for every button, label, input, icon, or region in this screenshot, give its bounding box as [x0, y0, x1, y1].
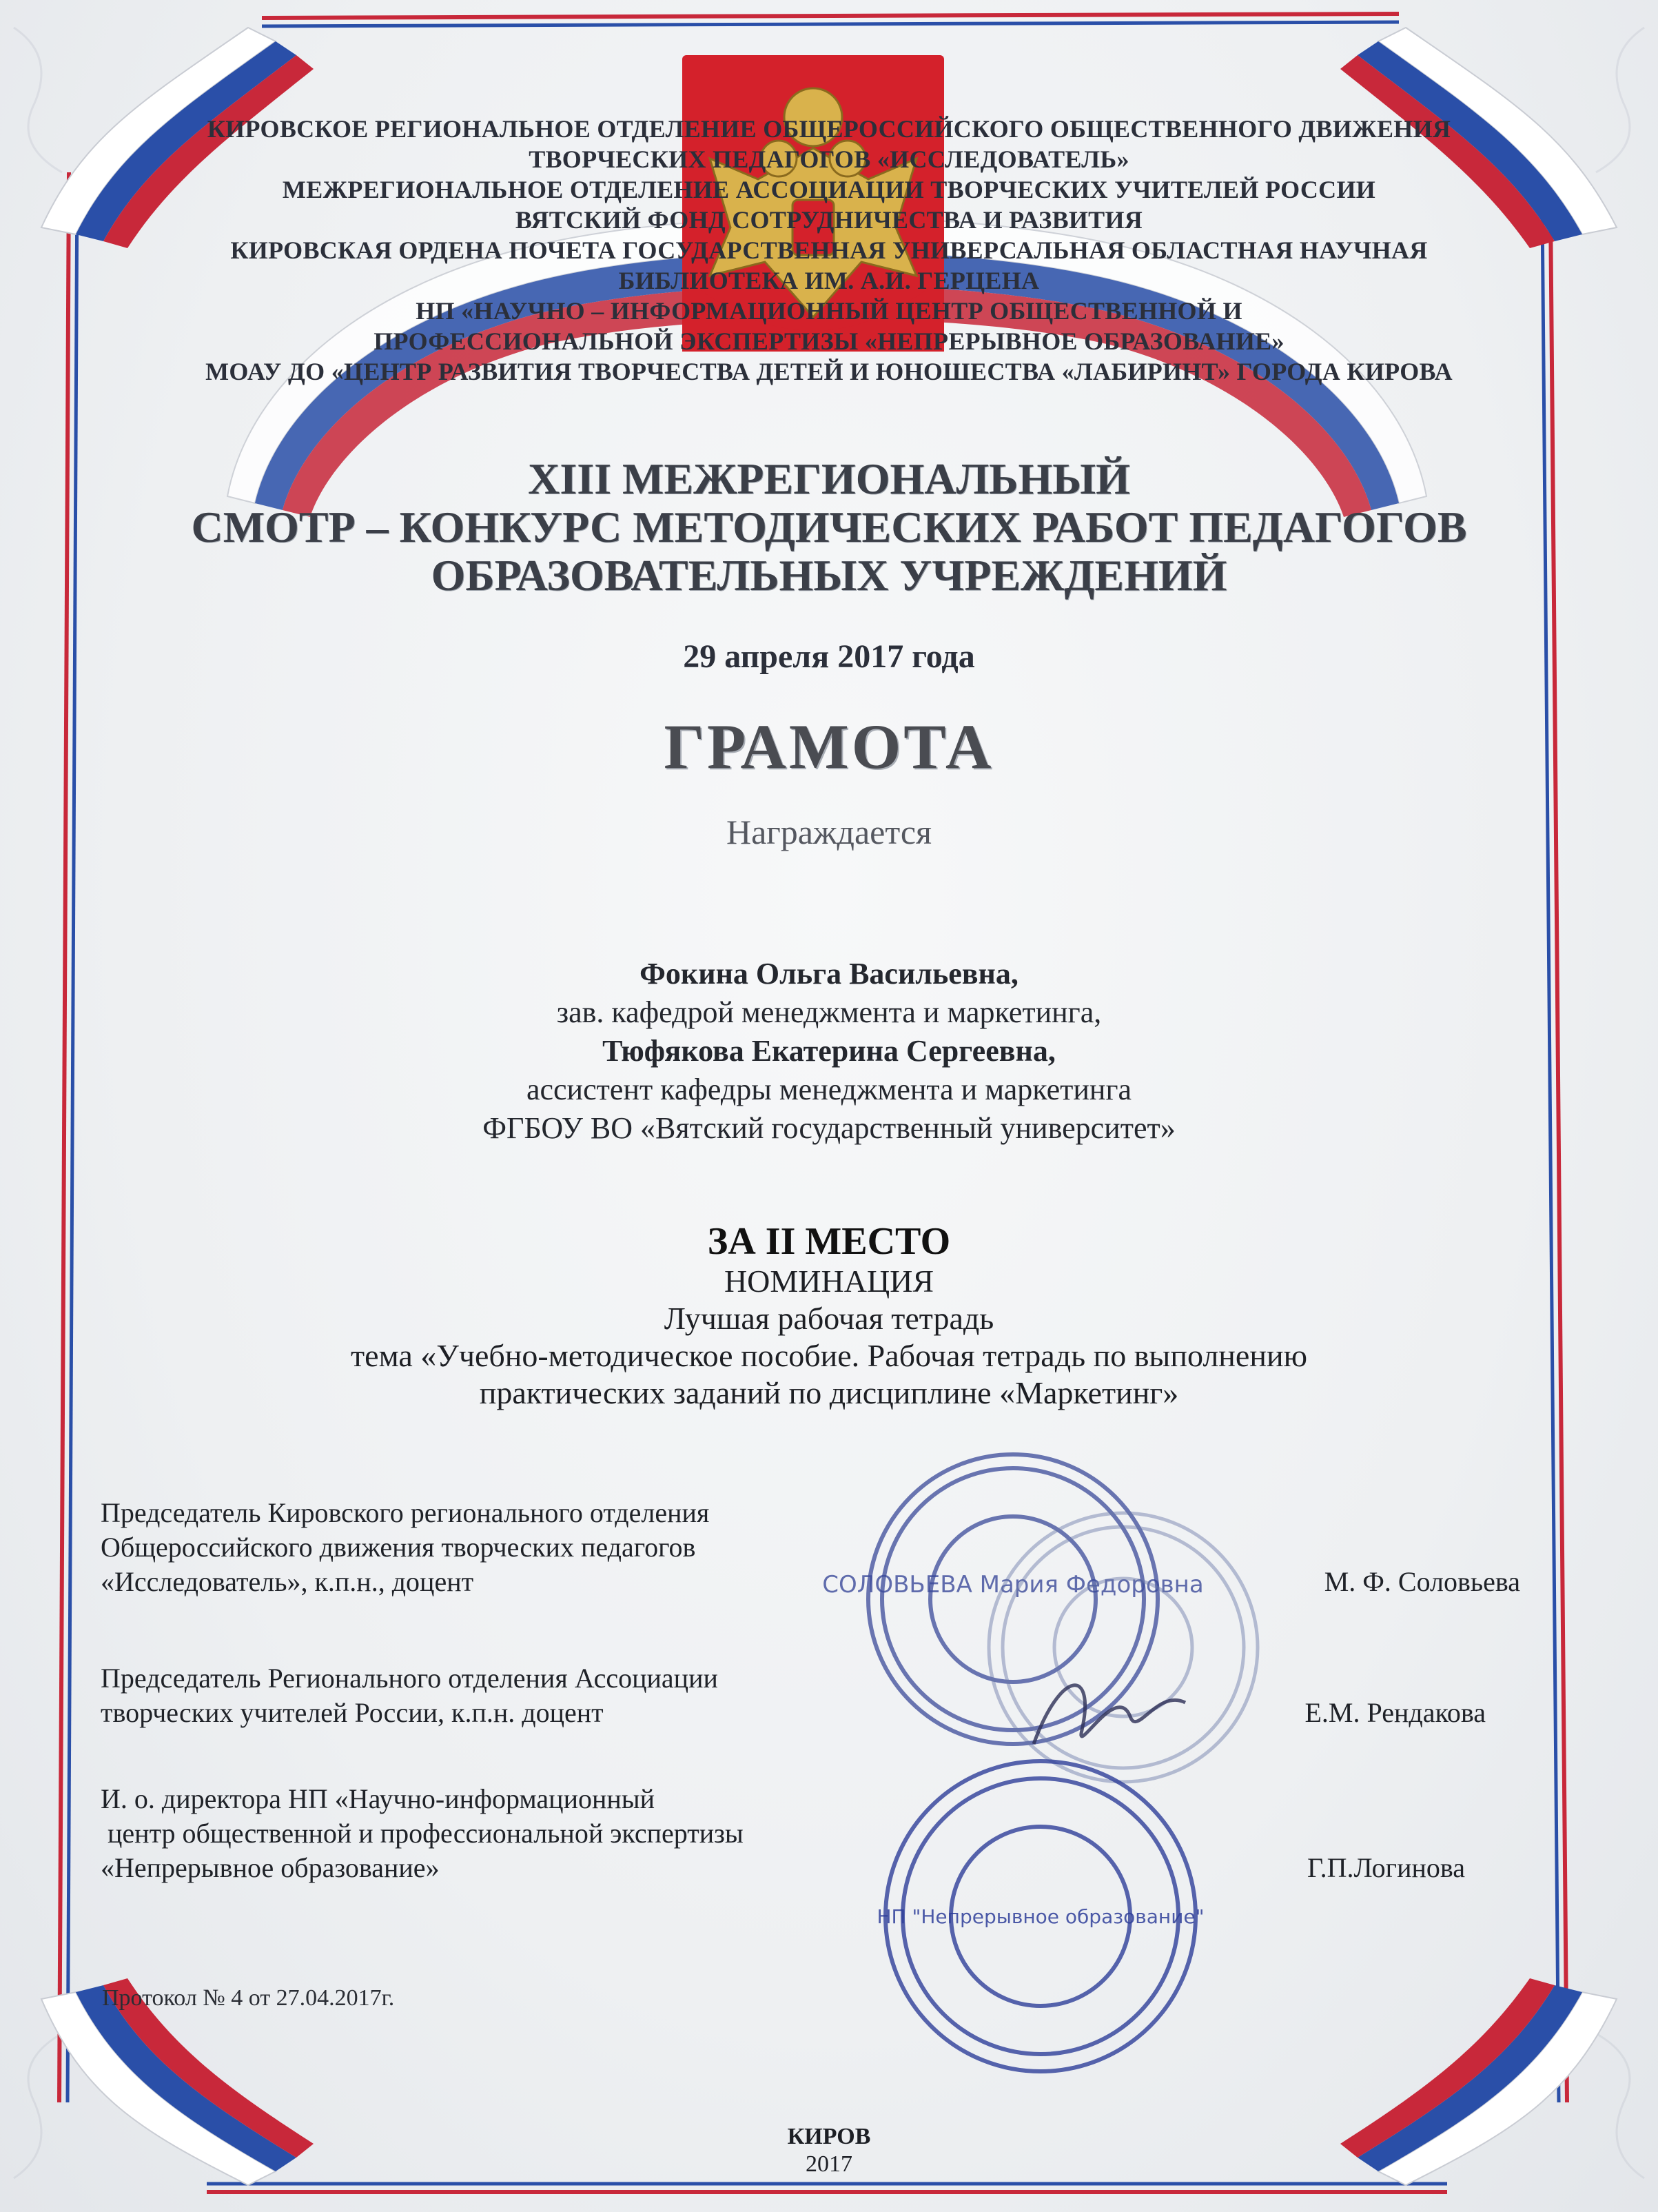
stamp-text: СОЛОВЬЕВА Мария Федоровна: [822, 1571, 1204, 1599]
footer-city: КИРОВ: [787, 2124, 871, 2149]
signatory-post: [101, 1782, 928, 1885]
organizer-line: ТВОРЧЕСКИХ ПЕДАГОГОВ «ИССЛЕДОВАТЕЛЬ»: [529, 145, 1129, 173]
footer-year: 2017: [806, 2151, 852, 2177]
recipient-name: Фокина Ольга Васильевна,: [639, 957, 1019, 991]
signatory-post-line: И. о. директора НП «Научно-информационный: [101, 1783, 655, 1814]
signatory-row: [101, 1496, 1520, 1599]
signatory-post-line: центр общественной и профессиональной экспертизы: [101, 1818, 744, 1849]
recipients-block: [0, 955, 1658, 1148]
organizer-line: КИРОВСКОЕ РЕГИОНАЛЬНОЕ ОТДЕЛЕНИЕ ОБЩЕРОССИЙСКОГО ОБЩЕСТВЕННОГО ДВИЖЕНИЯ: [207, 115, 1451, 143]
organizer-line: КИРОВСКАЯ ОРДЕНА ПОЧЕТА ГОСУДАРСТВЕННАЯ УНИВЕРСАЛЬНАЯ ОБЛАСТНАЯ НАУЧНАЯ: [230, 236, 1428, 264]
nomination-topic: тема «Учебно-методическое пособие. Рабочая тетрадь по выполнению: [351, 1338, 1307, 1373]
recipient-role: зав. кафедрой менеджмента и маркетинга,: [556, 995, 1102, 1029]
organizer-line: БИБЛИОТЕКА ИМ. А.И. ГЕРЦЕНА: [618, 267, 1040, 294]
award-block: [0, 1220, 1658, 1412]
nomination-title: Лучшая рабочая тетрадь: [664, 1301, 994, 1336]
contest-title-line: XIII МЕЖРЕГИОНАЛЬНЫЙ: [528, 454, 1130, 503]
signatory-name: Е.М. Рендакова: [1304, 1697, 1486, 1728]
stamp-text: НП "Непрерывное образование": [877, 1905, 1205, 1928]
signatory-row: [101, 1782, 1520, 1885]
document-title: ГРАМОТА: [664, 711, 994, 782]
signatory-post-line: творческих учителей России, к.п.н. доцент: [101, 1697, 604, 1728]
signatory-post-line: «Исследователь», к.п.н., доцент: [101, 1566, 474, 1597]
nomination-label: НОМИНАЦИЯ: [724, 1264, 934, 1299]
signatory-post-line: «Непрерывное образование»: [101, 1852, 440, 1883]
nomination-topic: практических заданий по дисциплине «Маркетинг»: [479, 1375, 1179, 1410]
signatory-post-line: Общероссийского движения творческих педагогов: [101, 1532, 696, 1563]
contest-title-line: СМОТР – КОНКУРС МЕТОДИЧЕСКИХ РАБОТ ПЕДАГОГОВ: [191, 503, 1467, 551]
event-date: 29 апреля 2017 года: [683, 638, 975, 675]
signatory-post-line: Председатель Регионального отделения Ассоциации: [101, 1663, 718, 1694]
recipient-name: Тюфякова Екатерина Сергеевна,: [602, 1034, 1056, 1068]
recipient-role: ассистент кафедры менеджмента и маркетинга: [526, 1073, 1132, 1106]
signatory-name: Г.П.Логинова: [1307, 1852, 1465, 1883]
recipient-institution: ФГБОУ ВО «Вятский государственный университет»: [482, 1111, 1176, 1145]
organizer-line: ПРОФЕССИОНАЛЬНОЙ ЭКСПЕРТИЗЫ «НЕПРЕРЫВНОЕ ОБРАЗОВАНИЕ»: [373, 327, 1285, 355]
awarded-label: Награждается: [726, 813, 932, 851]
signatory-row: [101, 1661, 1520, 1730]
organizer-line: МОАУ ДО «ЦЕНТР РАЗВИТИЯ ТВОРЧЕСТВА ДЕТЕЙ И ЮНОШЕСТВА «ЛАБИРИНТ» ГОРОДА КИРОВА: [205, 358, 1453, 385]
signatory-name: М. Ф. Соловьева: [1324, 1566, 1520, 1597]
organizer-line: НП «НАУЧНО – ИНФОРМАЦИОННЫЙ ЦЕНТР ОБЩЕСТВЕННОЙ И: [416, 297, 1242, 325]
signatory-post-line: Председатель Кировского регионального отделения: [101, 1497, 710, 1528]
contest-title-line: ОБРАЗОВАТЕЛЬНЫХ УЧРЕЖДЕНИЙ: [431, 551, 1227, 600]
organizer-line: ВЯТСКИЙ ФОНД СОТРУДНИЧЕСТВА И РАЗВИТИЯ: [515, 206, 1143, 234]
contest-title: [0, 455, 1658, 600]
footer-place: [0, 2123, 1658, 2178]
award-place: ЗА II МЕСТО: [707, 1220, 951, 1263]
organizers-block: [0, 114, 1658, 387]
signatory-post: [101, 1661, 928, 1730]
organizer-line: МЕЖРЕГИОНАЛЬНОЕ ОТДЕЛЕНИЕ АССОЦИАЦИИ ТВОРЧЕСКИХ УЧИТЕЛЕЙ РОССИИ: [282, 176, 1376, 203]
protocol-note: Протокол № 4 от 27.04.2017г.: [102, 1985, 395, 2011]
signatory-post: [101, 1496, 928, 1599]
